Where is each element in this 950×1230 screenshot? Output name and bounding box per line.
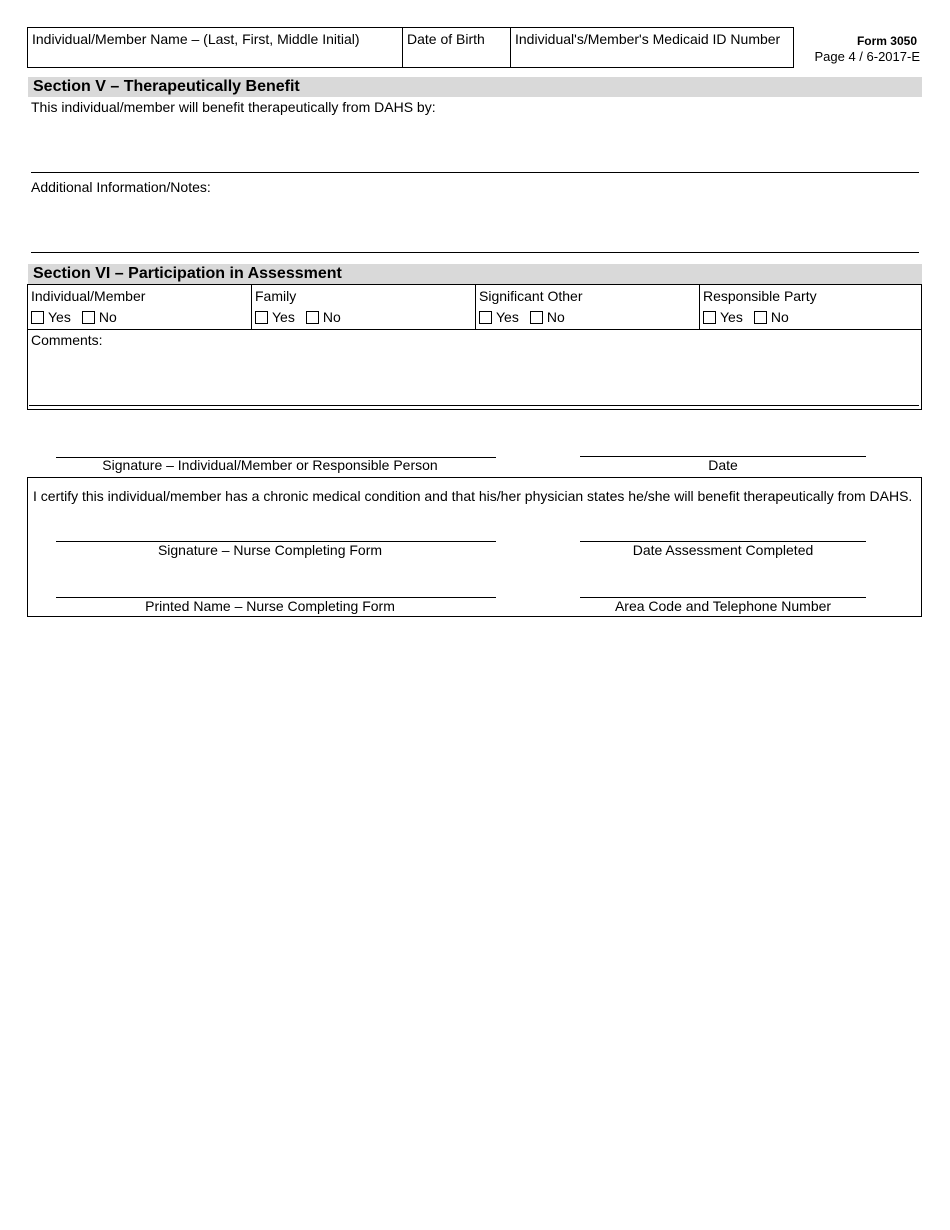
benefit-prompt: This individual/member will benefit therapeutically from DAHS by: <box>31 99 436 115</box>
participation-label: Significant Other <box>479 288 583 304</box>
table-divider <box>28 329 921 330</box>
no-checkbox[interactable] <box>754 311 767 324</box>
nurse-signature-label: Signature – Nurse Completing Form <box>157 542 383 558</box>
no-checkbox[interactable] <box>530 311 543 324</box>
page-info: Page 4 / 6-2017-E <box>814 49 920 64</box>
benefit-line <box>31 172 919 173</box>
medicaid-id-field[interactable] <box>510 28 793 67</box>
no-label: No <box>322 309 341 325</box>
no-checkbox[interactable] <box>82 311 95 324</box>
no-label: No <box>770 309 789 325</box>
certification-box <box>27 477 922 617</box>
yes-checkbox[interactable] <box>31 311 44 324</box>
yes-label: Yes <box>496 309 519 325</box>
participation-family <box>251 285 475 329</box>
certification-statement: I certify this individual/member has a chronic medical condition and that his/her physician states he/she will benefit therapeutically from DAHS. <box>33 488 913 504</box>
participation-significant-other <box>475 285 699 329</box>
section-6-title: Section VI – Participation in Assessment <box>28 264 922 284</box>
participation-table <box>27 284 922 410</box>
member-date-label: Date <box>708 457 738 473</box>
comments-label: Comments: <box>31 332 103 348</box>
no-label: No <box>98 309 117 325</box>
notes-input-area[interactable] <box>31 196 919 252</box>
member-signature-label: Signature – Individual/Member or Responsible Person <box>102 457 438 473</box>
yes-label: Yes <box>720 309 743 325</box>
header-table <box>27 27 794 68</box>
notes-line <box>31 252 919 253</box>
comments-line <box>29 405 919 406</box>
dob-label: Date of Birth <box>407 31 485 47</box>
notes-label: Additional Information/Notes: <box>31 179 211 195</box>
dob-field[interactable] <box>402 28 510 67</box>
participation-individual-member <box>28 285 251 329</box>
yes-label: Yes <box>272 309 295 325</box>
yes-label: Yes <box>48 309 71 325</box>
participation-responsible-party <box>699 285 921 329</box>
no-checkbox[interactable] <box>306 311 319 324</box>
form-number: Form 3050 <box>856 34 917 48</box>
yes-checkbox[interactable] <box>703 311 716 324</box>
participation-label: Responsible Party <box>703 288 817 304</box>
comments-input-area[interactable] <box>31 349 917 403</box>
medicaid-id-label: Individual's/Member's Medicaid ID Number <box>515 31 781 47</box>
yes-checkbox[interactable] <box>255 311 268 324</box>
phone-label: Area Code and Telephone Number <box>614 598 832 614</box>
name-field[interactable] <box>28 28 402 67</box>
no-label: No <box>546 309 565 325</box>
participation-label: Individual/Member <box>31 288 146 304</box>
nurse-printed-name-label: Printed Name – Nurse Completing Form <box>145 598 395 614</box>
name-label: Individual/Member Name – (Last, First, Middle Initial) <box>32 31 360 47</box>
yes-checkbox[interactable] <box>479 311 492 324</box>
participation-label: Family <box>255 288 297 304</box>
section-5-title: Section V – Therapeutically Benefit <box>28 77 922 97</box>
assessment-date-label: Date Assessment Completed <box>632 542 814 558</box>
benefit-input-area[interactable] <box>31 116 919 172</box>
